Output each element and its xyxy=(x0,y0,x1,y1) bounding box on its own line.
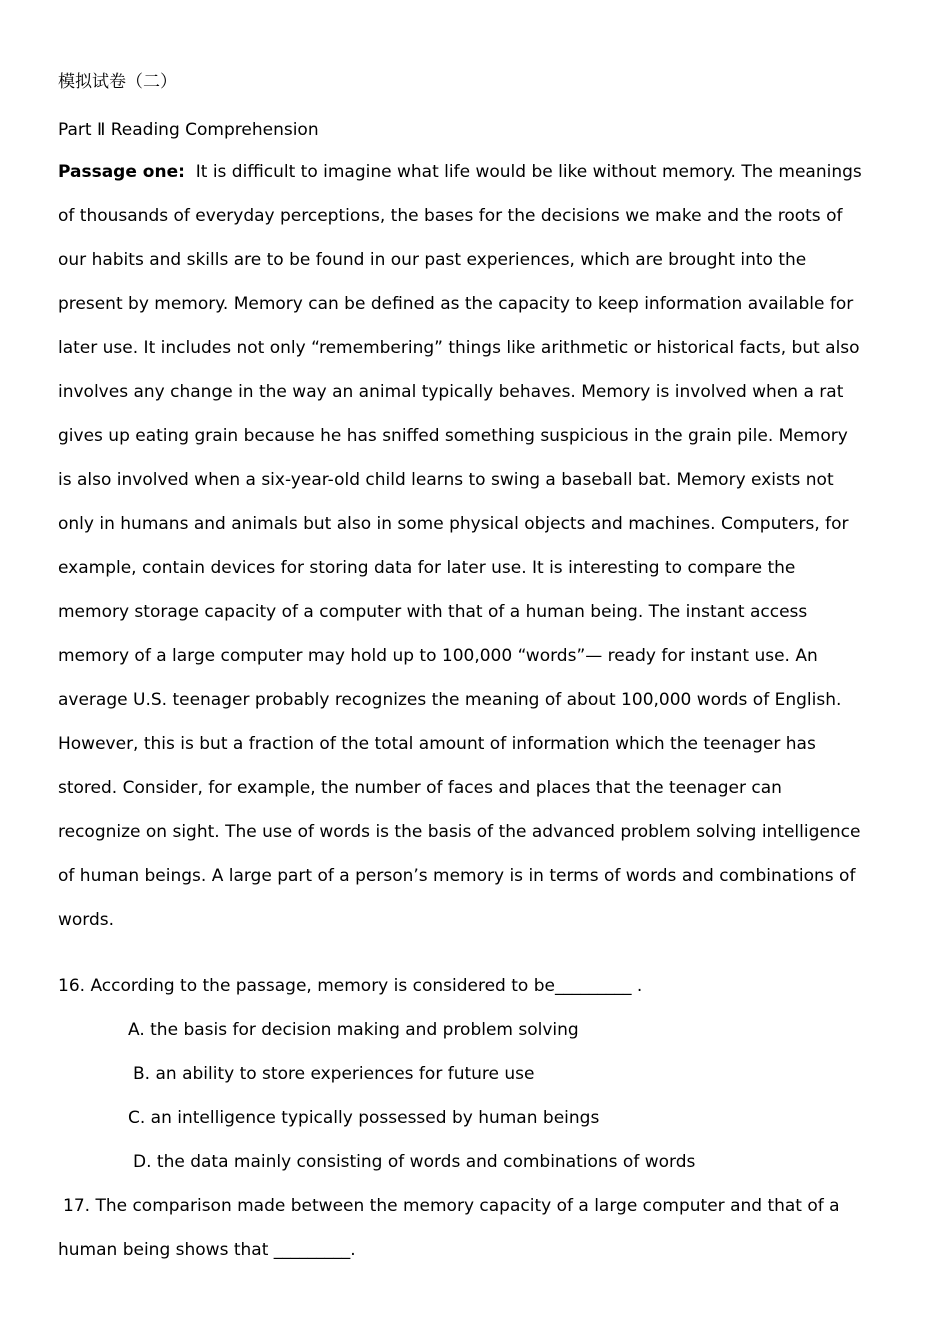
passage-line: stored. Consider, for example, the number of faces and places that the teenager can xyxy=(58,778,782,798)
passage-line: recognize on sight. The use of words is the basis of the advanced problem solving intelligence xyxy=(58,822,861,842)
passage-line: of human beings. A large part of a person’s memory is in terms of words and combinations of xyxy=(58,866,856,886)
passage-line: However, this is but a fraction of the total amount of information which the teenager has xyxy=(58,734,816,754)
question-stem-continued: human being shows that _________. xyxy=(58,1240,356,1260)
passage-line: later use. It includes not only “remembering” things like arithmetic or historical facts, but also xyxy=(58,338,860,358)
passage-line: memory storage capacity of a computer with that of a human being. The instant access xyxy=(58,602,808,622)
option-b: B. an ability to store experiences for future use xyxy=(133,1064,535,1084)
passage-text: It is difficult to imagine what life would be like without memory. The meanings xyxy=(195,162,862,182)
option-a: A. the basis for decision making and problem solving xyxy=(128,1020,579,1040)
passage-line: present by memory. Memory can be defined as the capacity to keep information available for xyxy=(58,294,854,314)
passage-line: only in humans and animals but also in some physical objects and machines. Computers, for xyxy=(58,514,849,534)
document-title: 模拟试卷（二） xyxy=(58,72,177,92)
question-17 xyxy=(58,1184,840,1272)
passage-line: involves any change in the way an animal typically behaves. Memory is involved when a rat xyxy=(58,382,844,402)
question-stem: 16. According to the passage, memory is considered to be_________ . xyxy=(58,976,643,996)
option-d: D. the data mainly consisting of words and combinations of words xyxy=(133,1152,696,1172)
question-16 xyxy=(58,964,695,1184)
passage-line: example, contain devices for storing data for later use. It is interesting to compare the xyxy=(58,558,796,578)
passage-line xyxy=(58,150,898,194)
passage-line: is also involved when a six-year-old child learns to swing a baseball bat. Memory exists not xyxy=(58,470,834,490)
part-heading: Part Ⅱ Reading Comprehension xyxy=(58,120,319,140)
passage-label: Passage one: xyxy=(58,162,185,182)
passage-line: average U.S. teenager probably recognizes the meaning of about 100,000 words of English. xyxy=(58,690,842,710)
passage-line: our habits and skills are to be found in our past experiences, which are brought into the xyxy=(58,250,807,270)
passage-line: of thousands of everyday perceptions, the bases for the decisions we make and the roots of xyxy=(58,206,843,226)
question-stem: 17. The comparison made between the memory capacity of a large computer and that of a xyxy=(63,1196,840,1216)
option-c: C. an intelligence typically possessed by human beings xyxy=(128,1108,600,1128)
passage-line: words. xyxy=(58,910,115,930)
passage-line: gives up eating grain because he has sniffed something suspicious in the grain pile. Memory xyxy=(58,426,848,446)
passage-line: memory of a large computer may hold up to 100,000 “words”— ready for instant use. An xyxy=(58,646,818,666)
passage-one xyxy=(58,150,898,942)
